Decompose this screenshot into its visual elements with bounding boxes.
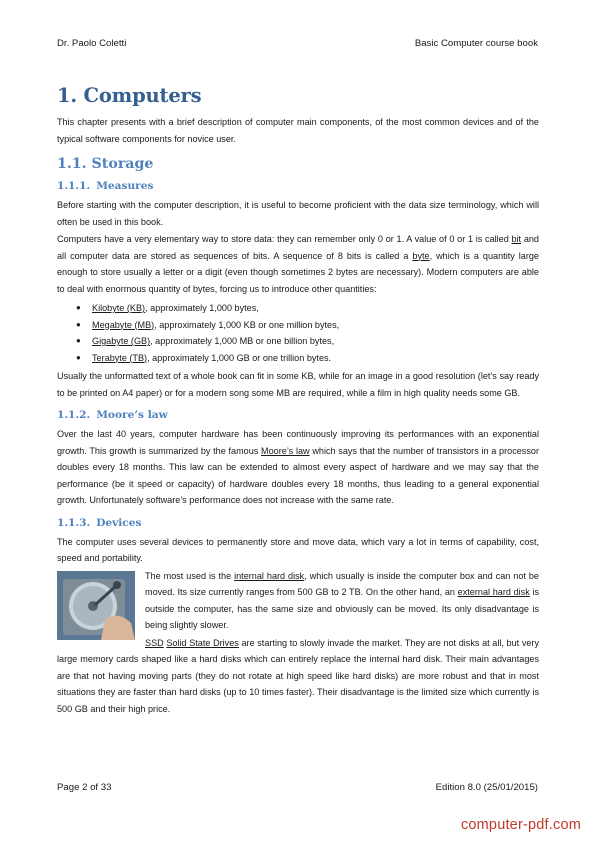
moore-paragraph: Over the last 40 years, computer hardware has been continuously improving its performances with an exponential growth. This growth is summarized by the famous Moore’s law which says that the number of transistors in a processor doubles every 18 months. This law can be extended to almost every aspect of hardware and we may say that the performance (be it speed or capacity) of hardware doubles every 18 months, thus leading to a general exponential growth. Unfortunately software’s performance does not increase with the same rate. [57,429,539,505]
hard-disk-photo [57,571,135,640]
subsection-title-devices: 1.1.3. Devices [57,516,142,529]
bullet-icon: ● [76,336,81,345]
list-item: ● Gigabyte (GB), approximately 1,000 MB or one billion bytes, [92,333,539,350]
devices-paragraph-2: The most used is the internal hard disk, which usually is inside the computer box and can not be moved. Its size currently ranges from 500 GB to 2 TB. On the other hand, an external hard disk is outside the computer, has the same size and obviously can be moved. Its only disadvantage is being slightly slower. [145,570,539,630]
units-list [57,300,539,366]
term-solid-state-drives: Solid State Drives [166,637,239,648]
term-internal-hard-disk: internal hard disk [234,570,305,581]
devices-paragraph-1: The computer uses several devices to permanently store and move data, which vary a lot in terms of capability, cost, speed and portability. [57,536,539,563]
devices-block [57,568,539,719]
measures-paragraph-3: Usually the unformatted text of a whole book can fit in some KB, while for an image in a good resolution (let’s say ready to be printed on A4 paper) or for a modern song some MB are required, while a film in high quality needs some GB. [57,371,539,398]
term-external-hard-disk: external hard disk [457,587,530,597]
term-ssd: SSD [145,637,164,648]
measures-paragraph-1: Before starting with the computer description, it is useful to become proficient with the data size terminology, which will often be used in this book. [57,200,539,227]
header-author: Dr. Paolo Coletti [57,38,127,49]
subsection-number: 1.1.1. [57,180,91,192]
footer-page-number: Page 2 of 33 [57,782,112,793]
bullet-icon: ● [76,303,81,312]
list-item: ● Megabyte (MB), approximately 1,000 KB or one million bytes, [92,317,539,334]
devices-paragraph-3: SSD Solid State Drives are starting to slowly invade the market. They are not disks at all, but very large memory cards shaped like a hard disks which can entirely replace the internal hard disk. Their main advantages are that not having moving parts (they do not rotate at high speed like hard disks) are more robust and that in most situations they are faster than hard disks (up to 10 times faster). Their disadvantage is the limited size which currently is 500 GB and their high price. [57,637,539,714]
list-item: ● Kilobyte (KB), approximately 1,000 bytes, [92,300,539,317]
moore-law-link[interactable]: Moore’s law [261,445,310,456]
chapter-intro: This chapter presents with a brief description of computer main components, of the most common devices and of the typical software components for novice user. [57,117,539,144]
bullet-icon: ● [76,352,81,362]
subsection-label: Measures [96,180,154,192]
watermark: computer-pdf.com [460,817,581,833]
bullet-icon: ● [76,319,81,329]
chapter-title: 1. Computers [57,84,202,107]
header-book-title: Basic Computer course book [414,38,538,49]
subsection-title-measures [57,180,539,192]
term-bit: bit [511,234,522,244]
measures-paragraph-2: Computers have a very elementary way to store data: they can remember only 0 or 1. A value of 0 or 1 is called bit and all computer data are stored as sequences of bits. A sequence of 8 bits is called a byte, which is a quantity large enough to store usually a letter or a digit (even though sometimes 2 bytes are necessary). Modern computers are able to deal with enormous quantity of bytes, forcing us to introduce other quantities: [57,234,539,294]
subsection-title-moore: 1.1.2. Moore’s law [57,409,168,421]
footer-edition: Edition 8.0 (25/01/2015) [435,782,538,793]
section-title: 1.1. Storage [57,156,154,172]
list-item: ● Terabyte (TB), approximately 1,000 GB or one trillion bytes. [92,350,539,367]
page-content [57,84,539,718]
term-byte: byte [412,250,430,261]
